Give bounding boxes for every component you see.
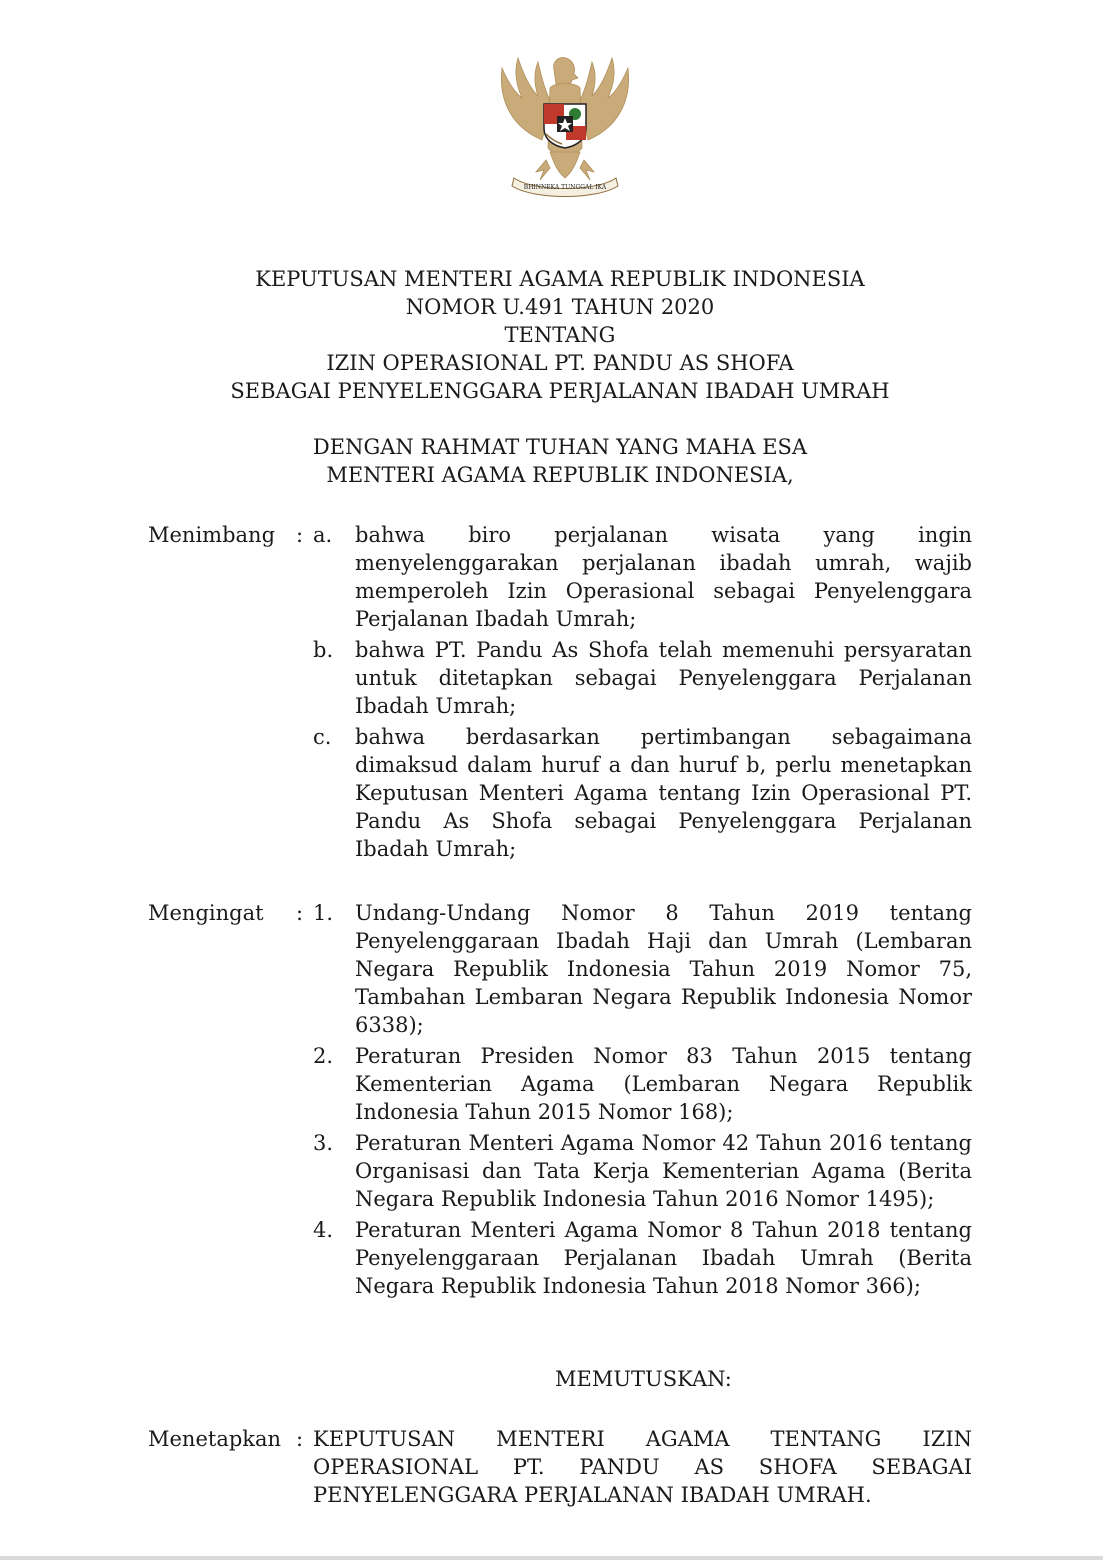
title-line-2: NOMOR U.491 TAHUN 2020 (405, 295, 715, 319)
title-line-3: TENTANG (504, 323, 616, 347)
item-text: bahwa PT. Pandu As Shofa telah memenuhi persyaratan untuk ditetapkan sebagai Penyelenggara Perjalanan Ibadah Umrah; (355, 638, 972, 718)
emblem-motto: BHINNEKA TUNGGAL IKA (523, 184, 607, 191)
memutuskan-text: MEMUTUSKAN: (555, 1367, 732, 1391)
item-marker: b. (313, 638, 334, 662)
item-marker: 1. (313, 901, 334, 925)
list-item (313, 899, 972, 1039)
title-line-1: KEPUTUSAN MENTERI AGAMA REPUBLIK INDONESIA (255, 267, 865, 291)
section-menimbang (148, 521, 972, 863)
item-text: bahwa berdasarkan pertimbangan sebagaimana dimaksud dalam huruf a dan huruf b, perlu menetapkan Keputusan Menteri Agama tentang Izin Operasional PT. Pandu As Shofa sebagai Penyelenggara Perjalanan Ibadah Umrah; (355, 725, 972, 861)
item-marker: 4. (313, 1218, 334, 1242)
title-line-5: SEBAGAI PENYELENGGARA PERJALANAN IBADAH UMRAH (230, 379, 890, 403)
list-item (313, 636, 972, 720)
menetapkan-text: KEPUTUSAN MENTERI AGAMA TENTANG IZIN OPERASIONAL PT. PANDU AS SHOFA SEBAGAI PENYELENGGARA PERJALANAN IBADAH UMRAH. (313, 1427, 972, 1507)
section-label: Menimbang (148, 523, 276, 547)
item-marker: a. (313, 523, 333, 547)
item-marker: c. (313, 725, 332, 749)
opening-line-1: DENGAN RAHMAT TUHAN YANG MAHA ESA (312, 435, 808, 459)
section-label: Mengingat (148, 901, 264, 925)
section-colon: : (296, 901, 304, 925)
item-text: Peraturan Menteri Agama Nomor 42 Tahun 2016 tentang Organisasi dan Tata Kerja Kementerian Agama (Berita Negara Republik Indonesia Tahun 2016 Nomor 1495); (355, 1131, 972, 1211)
item-text: Peraturan Presiden Nomor 83 Tahun 2015 tentang Kementerian Agama (Lembaran Negara Republik Indonesia Tahun 2015 Nomor 168); (355, 1044, 972, 1124)
list-item (313, 723, 972, 863)
garuda-emblem-icon (494, 48, 636, 200)
item-text: bahwa biro perjalanan wisata yang ingin menyelenggarakan perjalanan ibadah umrah, wajib memperoleh Izin Operasional sebagai Penyelenggara Perjalanan Ibadah Umrah; (355, 523, 972, 631)
list-item (313, 1216, 972, 1300)
list-item (313, 1042, 972, 1126)
section-colon: : (296, 1427, 304, 1451)
decree-title (150, 265, 970, 405)
list-item (313, 1129, 972, 1213)
title-line-4: IZIN OPERASIONAL PT. PANDU AS SHOFA (326, 351, 794, 375)
section-mengingat (148, 899, 972, 1300)
item-text: Undang-Undang Nomor 8 Tahun 2019 tentang Penyelenggaraan Ibadah Haji dan Umrah (Lembaran Negara Republik Indonesia Tahun 2019 Nomor 75, Tambahan Lembaran Negara Republik Indonesia Nomor 6338); (355, 901, 972, 1037)
opening-formula (150, 433, 970, 489)
opening-line-2: MENTERI AGAMA REPUBLIK INDONESIA, (326, 463, 794, 487)
section-label: Menetapkan (148, 1427, 282, 1451)
section-colon: : (296, 523, 304, 547)
list-item (313, 521, 972, 633)
item-text: Peraturan Menteri Agama Nomor 8 Tahun 2018 tentang Penyelenggaraan Perjalanan Ibadah Umrah (Berita Negara Republik Indonesia Tahun 2018 Nomor 366); (355, 1218, 972, 1298)
item-marker: 3. (313, 1131, 334, 1155)
page-bottom-edge (0, 1556, 1103, 1560)
section-menetapkan (148, 1425, 972, 1509)
item-marker: 2. (313, 1044, 334, 1068)
